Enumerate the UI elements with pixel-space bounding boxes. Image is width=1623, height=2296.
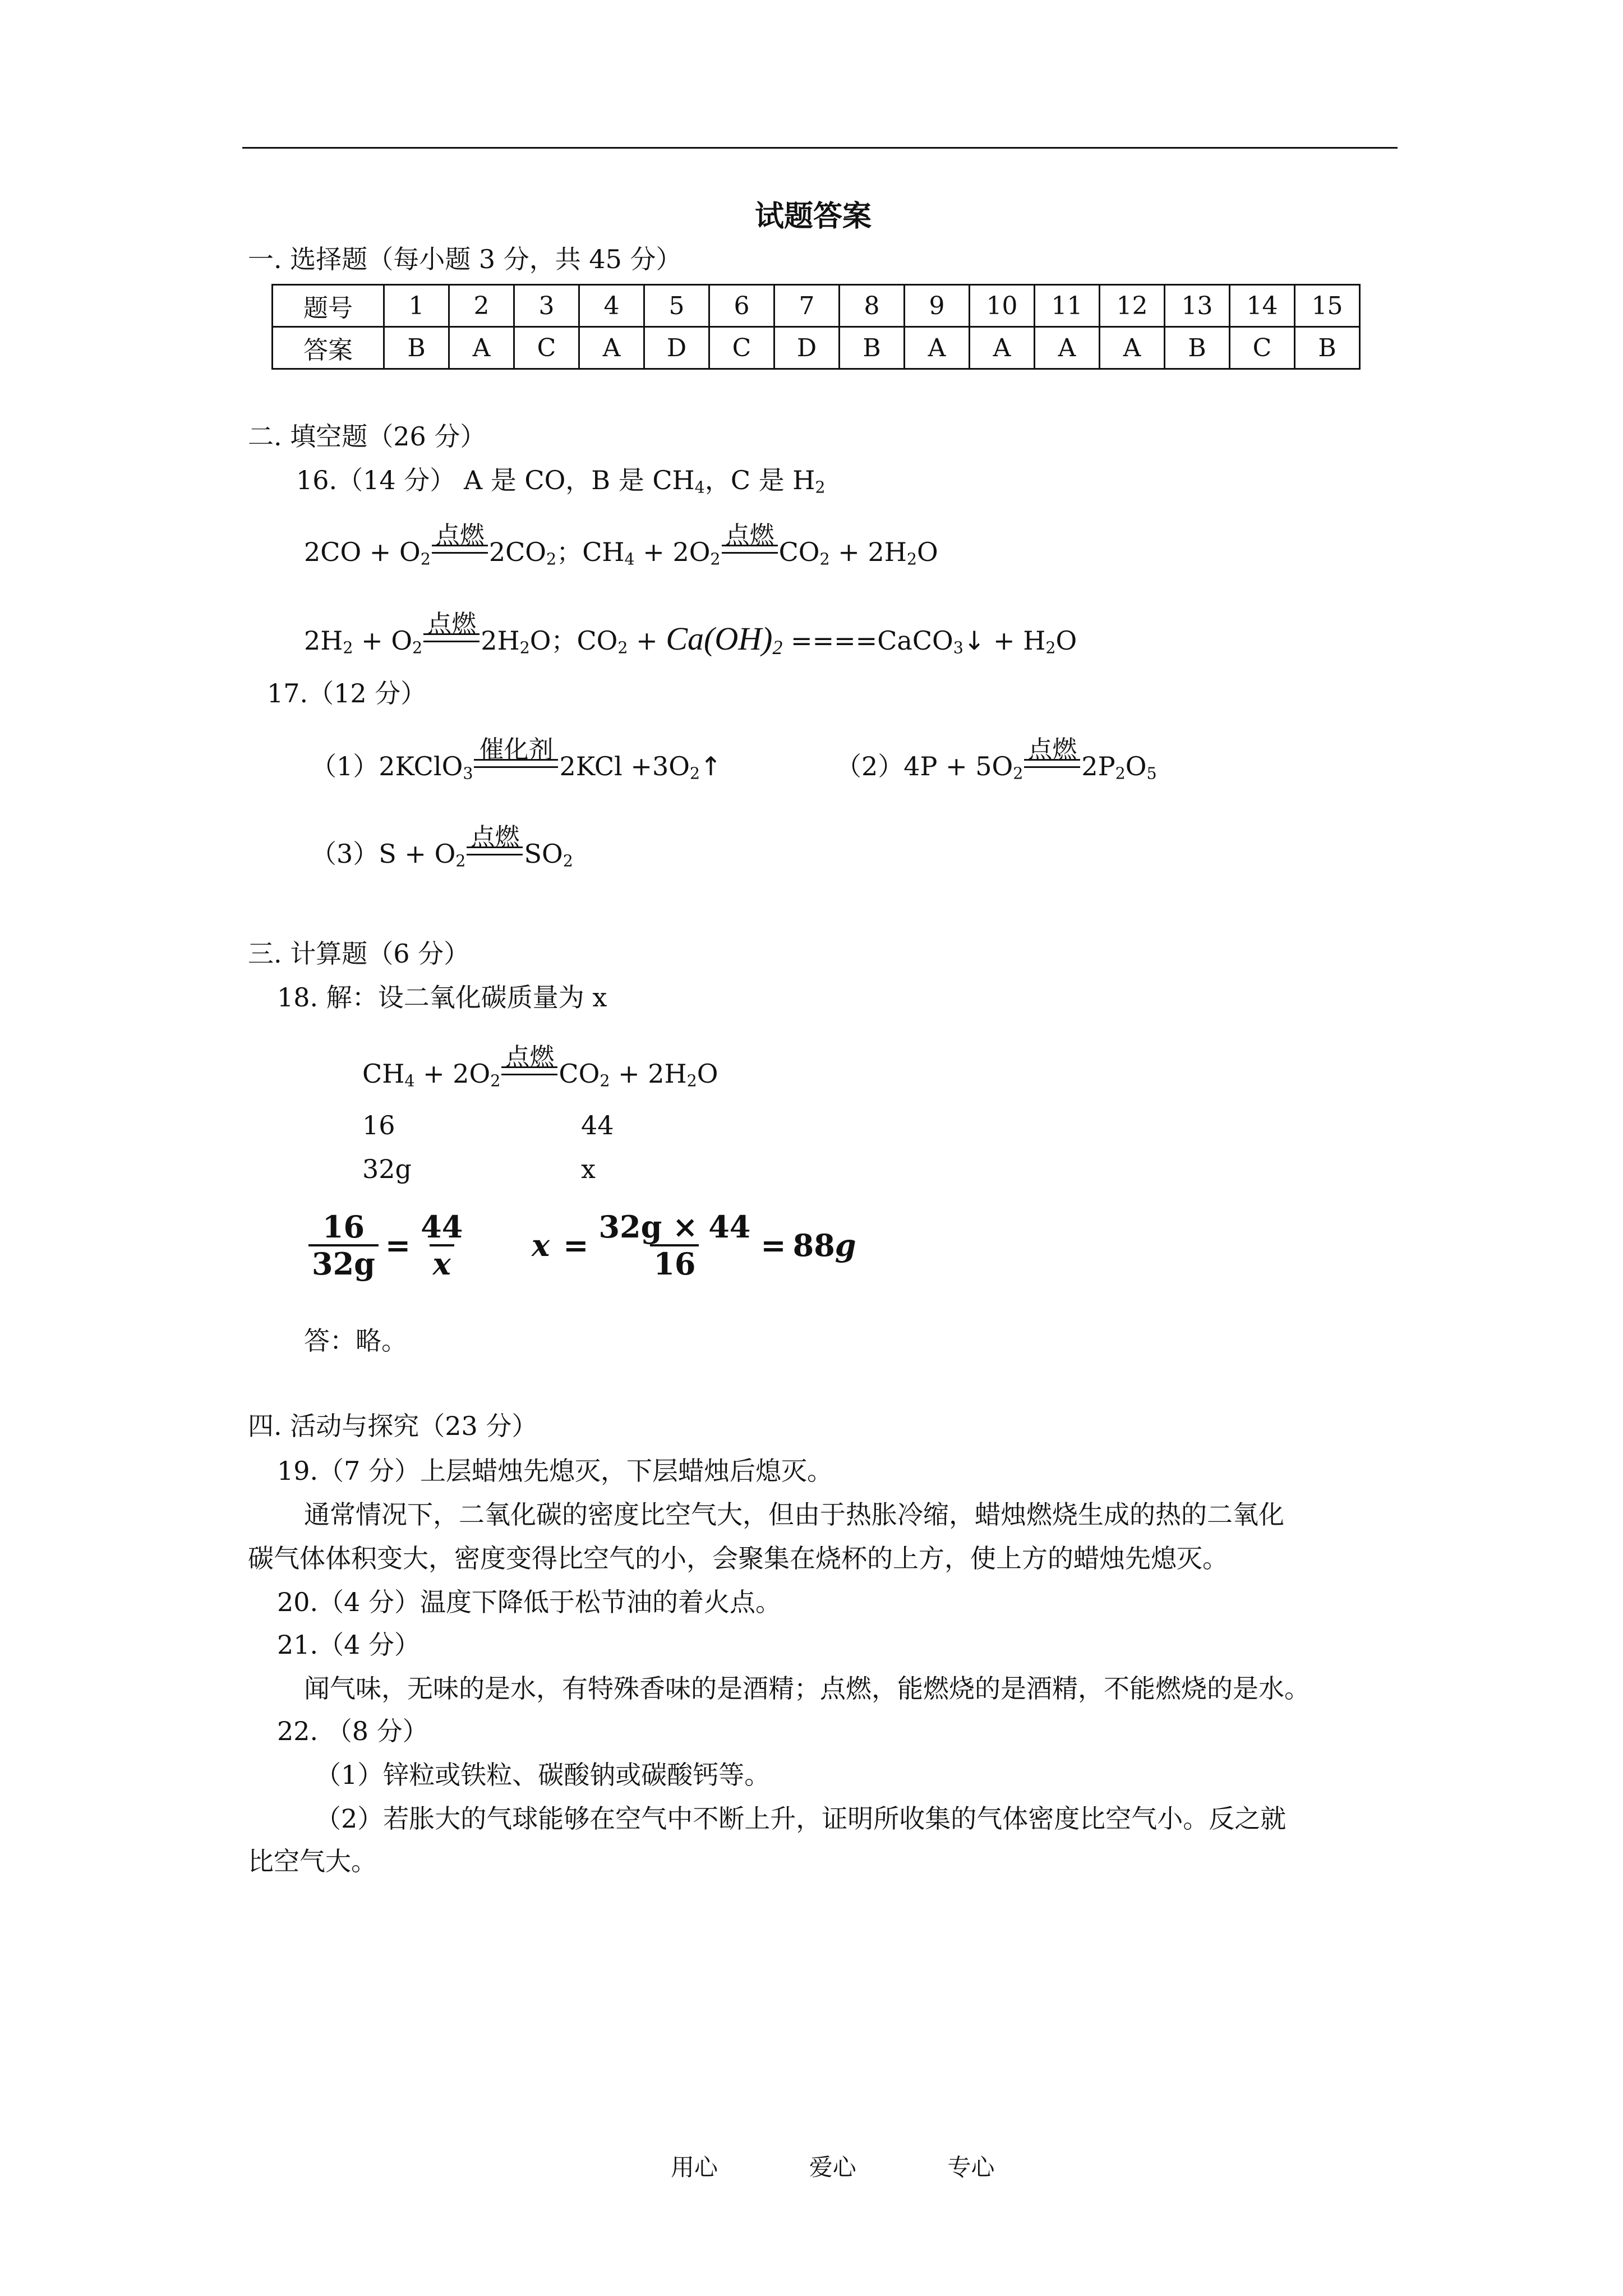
reaction-arrow	[432, 521, 488, 567]
page-footer	[671, 2154, 994, 2181]
equation-text: $4P + 5O_2$	[903, 751, 1023, 783]
reaction-condition: 点燃	[427, 610, 477, 639]
q21-head: 21.（4 分）	[277, 1630, 421, 1660]
equation-text: $2CO_2$；$CH_4 + 2O_2$	[488, 537, 721, 569]
result-value: 88g	[792, 1227, 856, 1264]
q21-body: 闻气味，无味的是水，有特殊香味的是酒精；点燃，能燃烧的是酒精，不能燃烧的是水。	[304, 1673, 1310, 1704]
numerator: 32g × 44	[598, 1209, 751, 1245]
table-cell: C	[709, 327, 774, 369]
table-cell: A	[1100, 327, 1165, 369]
reaction-arrow	[501, 1043, 557, 1089]
equation-text: $CH_4 + 2O_2$	[362, 1059, 501, 1091]
table-cell: 8	[840, 285, 905, 327]
reaction-condition: 催化剂	[479, 735, 554, 765]
reaction-arrow	[1024, 735, 1080, 781]
equation-text: $SO_2$	[524, 839, 573, 871]
q17-equation-3	[311, 823, 573, 871]
q17-equation-2	[836, 735, 1157, 783]
table-cell: D	[774, 327, 840, 369]
table-cell: B	[1295, 327, 1360, 369]
equation-text: $S + O_2$	[379, 839, 466, 871]
equation-text: 2KClO$_3$	[379, 751, 473, 783]
q16-head: 16.（14 分）	[296, 465, 456, 495]
fraction	[308, 1209, 379, 1281]
answer-table	[271, 284, 1361, 370]
table-cell: 9	[905, 285, 970, 327]
numerator: 16	[322, 1209, 365, 1245]
numerator: 44	[421, 1209, 463, 1245]
table-cell: 11	[1035, 285, 1100, 327]
reaction-arrow	[423, 610, 479, 656]
reaction-arrow	[467, 823, 523, 869]
q16-sub-4: 4	[694, 478, 705, 497]
table-cell: 5	[644, 285, 709, 327]
section-4-heading: 四. 活动与探究（23 分）	[248, 1411, 538, 1441]
mass-co2: 44	[581, 1110, 614, 1140]
footer-text: 用心	[671, 2154, 718, 2181]
equation-text: ====CaCO$_3$↓ + $H_2O$	[782, 625, 1077, 657]
table-cell: B	[1165, 327, 1230, 369]
denominator: 16	[650, 1244, 699, 1281]
down-arrow-icon: ↓	[963, 625, 985, 656]
q18-equation	[362, 1043, 718, 1091]
q19-head: 19.（7 分）上层蜡烛先熄灭，下层蜡烛后熄灭。	[277, 1456, 833, 1486]
table-cell: D	[644, 327, 709, 369]
reaction-condition: 点燃	[1027, 735, 1077, 765]
given-mass: 32g	[362, 1154, 412, 1184]
reaction-condition: 点燃	[505, 1043, 555, 1072]
table-cell: C	[514, 327, 579, 369]
table-cell: C	[1230, 327, 1295, 369]
q17-equation-1	[311, 735, 722, 783]
table-cell: 14	[1230, 285, 1295, 327]
q22-part-2-line-2: 比空气大。	[248, 1846, 377, 1876]
page-title: 试题答案	[755, 199, 872, 233]
part-label: （3）	[311, 839, 379, 869]
footer-text: 爱心	[809, 2154, 856, 2181]
table-cell: A	[579, 327, 644, 369]
variable-x: x	[532, 1227, 550, 1264]
top-rule	[242, 147, 1398, 149]
equation-text: $2H_2O$；$CO_2$ +	[481, 625, 666, 657]
table-cell: 10	[970, 285, 1035, 327]
solution-formula: x = $\frac{32g \times 44}{16}$ = 88g	[532, 1209, 856, 1282]
q18-head: 18. 解：设二氧化碳质量为 x	[277, 982, 607, 1013]
section-3-heading: 三. 计算题（6 分）	[248, 938, 470, 969]
equation-text: $2H_2 + O_2$	[304, 625, 423, 657]
q22-part-1: （1）锌粒或铁粒、碳酸钠或碳酸钙等。	[315, 1760, 771, 1790]
table-cell: 13	[1165, 285, 1230, 327]
table-cell: 3	[514, 285, 579, 327]
q16-sub-2: 2	[815, 478, 826, 497]
footer-text: 专心	[947, 2154, 995, 2181]
table-row-numbers	[273, 285, 1360, 327]
table-cell: 4	[579, 285, 644, 327]
reaction-condition: 点燃	[435, 521, 485, 550]
q22-part-2-line-1: （2）若胀大的气球能够在空气中不断上升，证明所收集的气体密度比空气小。反之就	[315, 1803, 1287, 1834]
mass-ch4: 16	[362, 1110, 395, 1140]
reaction-arrow	[474, 735, 558, 781]
q16-equation-line-1	[304, 521, 938, 569]
reaction-condition: 点燃	[470, 823, 520, 852]
table-cell: 7	[774, 285, 840, 327]
q16-a-text: A 是 CO，B 是 CH	[463, 465, 695, 495]
equation-text: $CO_2 + 2H_2O$	[778, 537, 938, 569]
fraction	[595, 1209, 754, 1281]
table-cell: A	[905, 327, 970, 369]
numerator-value: 32g	[598, 1209, 662, 1245]
table-cell: 1	[384, 285, 449, 327]
q16-line	[296, 466, 826, 495]
table-cell: B	[384, 327, 449, 369]
unknown-mass: x	[581, 1154, 596, 1184]
row-label-answer: 答案	[273, 327, 384, 369]
q22-head: 22. （8 分）	[277, 1716, 428, 1746]
q18-answer: 答：略。	[304, 1326, 407, 1356]
equation-text: $Ca(OH)_2$	[666, 620, 783, 659]
q17-head: 17.（12 分）	[267, 678, 427, 708]
result-number: 88	[792, 1227, 835, 1264]
q20-line: 20.（4 分）温度下降低于松节油的着火点。	[277, 1587, 782, 1617]
q16-equation-line-2	[304, 610, 1077, 659]
proportion-formula: $\frac{16}{32g}$ = $\frac{44}{x}$	[308, 1209, 466, 1281]
table-row-answers	[273, 327, 1360, 369]
equation-text: $2P_2O_5$	[1081, 751, 1157, 783]
table-cell: A	[970, 327, 1035, 369]
q19-paragraph-line-2: 碳气体体积变大，密度变得比空气的小，会聚集在烧杯的上方，使上方的蜡烛先熄灭。	[248, 1543, 1228, 1573]
table-cell: B	[840, 327, 905, 369]
equation-text: $2KCl +3O_2↑$	[559, 751, 722, 783]
part-label: （2）	[836, 751, 904, 781]
table-cell: 2	[449, 285, 514, 327]
table-cell: 15	[1295, 285, 1360, 327]
table-cell: 12	[1100, 285, 1165, 327]
q19-paragraph-line-1: 通常情况下，二氧化碳的密度比空气大，但由于热胀冷缩，蜡烛燃烧生成的热的二氧化	[304, 1499, 1284, 1530]
reaction-condition: 点燃	[725, 521, 774, 550]
fraction	[417, 1209, 466, 1281]
table-cell: 6	[709, 285, 774, 327]
table-cell: A	[449, 327, 514, 369]
row-label-number: 题号	[273, 285, 384, 327]
part-label: （1）	[311, 751, 379, 781]
up-arrow-icon: ↑	[700, 751, 722, 781]
table-cell: A	[1035, 327, 1100, 369]
section-1-heading: 一. 选择题（每小题 3 分，共 45 分）	[248, 244, 682, 274]
numerator-value: 44	[708, 1209, 751, 1245]
section-2-heading: 二. 填空题（26 分）	[248, 421, 486, 452]
equation-text: $CO_2 + 2H_2O$	[559, 1059, 718, 1091]
q16-c-text: ，C 是 H	[704, 465, 815, 495]
reaction-arrow	[722, 521, 778, 567]
equation-text: $2CO + O_2$	[304, 537, 431, 569]
denominator: x	[430, 1244, 454, 1281]
denominator: 32g	[308, 1244, 379, 1281]
